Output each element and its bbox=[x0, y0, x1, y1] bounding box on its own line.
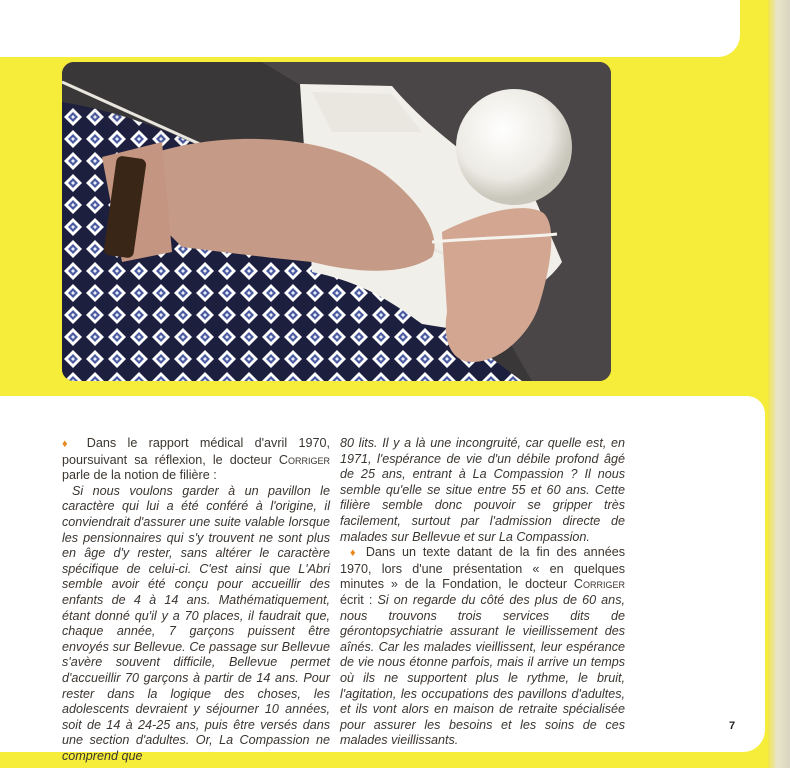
bullet-icon: ♦ bbox=[350, 547, 359, 560]
text-column-left bbox=[62, 436, 330, 764]
bullet-icon: ♦ bbox=[62, 438, 76, 450]
paragraph-quote-continued: 80 lits. Il y a là une incongruité, car quelle est, en 1971, l'espérance de vie d'un débile profond âgé de 25 ans, entrant à La Compassion ? Il nous semble qu'elle se situe entre 55 et 60 ans. Cette filière semble donc pouvoir se gripper très facilement, surtout par l'admission directe de malades sur Bellevue et sur La Compassion. bbox=[340, 436, 625, 544]
paragraph-intro: ♦ Dans le rapport médical d'avril 1970, poursuivant sa réflexion, le docteur Corriger parle de la notion de filière : bbox=[62, 436, 330, 483]
page-spine bbox=[768, 0, 790, 768]
paragraph-quote: Si nous voulons garder à un pavillon le caractère qui lui a été conféré à l'origine, il conviendrait d'assurer une suite valable lorsque les pensionnaires qui s'y trouvent ne sont plus en âge d'y rester, sans altérer le caractère spécifique de celui-ci. C'est ainsi que L'Abri semble avoir été conçu pour accueillir des enfants de 4 à 14 ans. Mathématiquement, étant donné qu'il y a 70 places, il faudrait que, chaque année, 7 garçons puissent être envoyés sur Bellevue. Ce passage sur Bellevue s'avère souvent difficile, Bellevue permet d'accueillir 70 garçons à partir de 14 ans. Pour rester dans la logique des choses, les adolescents devraient y séjourner 10 années, soit de 14 à 24-25 ans, puis être versés dans une section d'adultes. Or, La Compassion ne comprend que bbox=[62, 483, 330, 763]
text-column-right bbox=[340, 436, 625, 749]
knitting-photo bbox=[62, 62, 611, 381]
top-white-band bbox=[0, 0, 740, 57]
author-name: Corriger bbox=[278, 452, 330, 467]
author-name: Corriger bbox=[573, 577, 625, 592]
page-number: 7 bbox=[729, 720, 736, 732]
knitting-hands-photo-icon bbox=[62, 62, 611, 381]
paragraph-second: ♦ Dans un texte datant de la fin des années 1970, lors d'une présentation « en quelques minutes » de la Fondation, le docteur Corriger écrit : Si on regarde du côté des plus de 60 ans, nous trouvons trois services dits de gérontopsychiatrie assurant le vieillissement des aînés. Car les malades vieillissent, leur espérance de vie nous étonne parfois, mais il arrive un temps où ils ne supportent plus le rythme, le bruit, l'agitation, les occupations des pavillons d'adultes, et ils vont alors en maison de retraite spécialisée pour assurer les besoins et les soins de ces malades vieillissants. bbox=[340, 545, 625, 748]
